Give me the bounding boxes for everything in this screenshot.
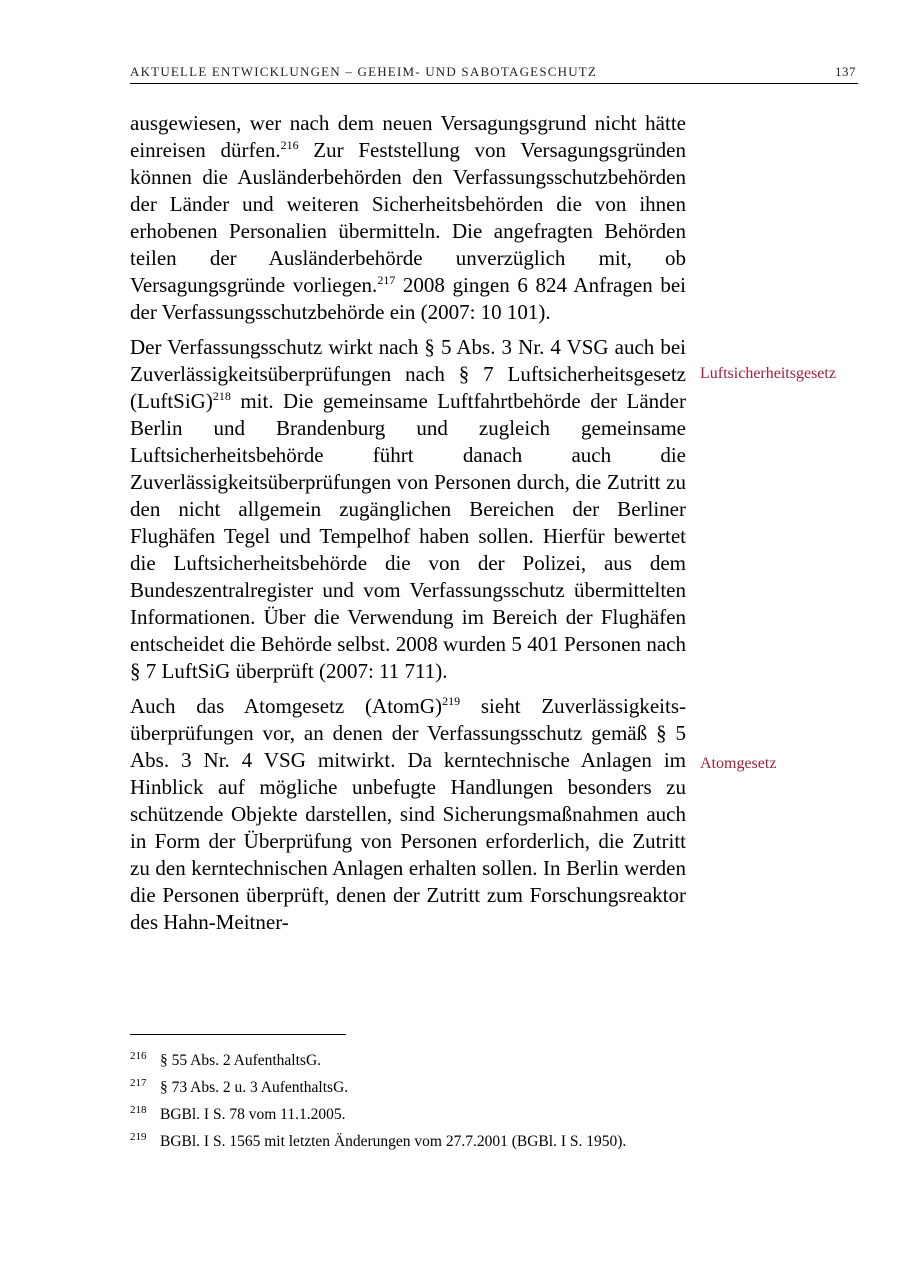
footnote-number: 219 [130,1131,147,1143]
footnote-number: 216 [130,1050,147,1062]
footnote-217 [130,1077,686,1098]
footnote-text: BGBl. I S. 78 vom 11.1.2005. [160,1106,346,1123]
paragraph-text: mit. Die gemeinsame Luftfahrtbehörde der Länder Berlin und Brandenburg und zugleich gemeinsame Luftsicherheitsbehörde führt danach auch die Zuverlässigkeitsüberprüfungen von Personen durch, die Zutritt zu den nicht allgemein zugänglichen Bereichen der Berliner Flughäfen Tegel und Tempelhof haben sollen. Hierfür bewertet die Luftsicherheitsbehörde die von der Polizei, aus dem Bundeszentralregister und vom Verfassungsschutz übermittelten Informationen. Über die Verwendung im Bereich der Flughäfen entscheidet die Behörde selbst. 2008 wurden 5 401 Personen nach § 7 LuftSiG überprüft (2007: 11 711). [130,389,686,683]
paragraph-3 [130,693,686,936]
footnote-number: 217 [130,1077,147,1089]
header-rule [130,83,858,84]
footnote-text: § 73 Abs. 2 u. 3 AufenthaltsG. [160,1079,349,1096]
paragraph-text: Zur Feststellung von Versagungsgründen können die Ausländerbehörden den Verfassungsschutzbehörden der Länder und weiteren Sicherheitsbehörden die von ihnen erhobenen Personalien übermitteln. Die angefragten Behörden teilen der Ausländerbehörde unverzüglich mit, ob Versagungsgründe vorliegen. [130,138,687,297]
paragraph-text: ausgewiesen, wer nach dem neuen Versagungsgrund nicht hätte einreisen dürfen. [130,111,686,162]
footnote-218 [130,1104,686,1125]
footnote-ref-219[interactable]: 219 [442,694,461,708]
footnote-216 [130,1050,686,1071]
footnote-ref-217[interactable]: 217 [377,273,396,287]
running-header-title: AKTUELLE ENTWICKLUNGEN – GEHEIM- UND SABOTAGESCHUTZ [130,64,598,79]
paragraph-2 [130,334,686,685]
footnote-text: BGBl. I S. 1565 mit letzten Änderungen vom 27.7.2001 (BGBl. I S. 1950). [160,1133,627,1150]
paragraph-text: Der Verfassungsschutz wirkt nach § 5 Abs. 3 Nr. 4 VSG auch bei Zuverlässigkeitsüberprüfungen nach § 7 Luftsicherheitsgesetz (LuftSiG) [130,335,686,413]
footnote-text: § 55 Abs. 2 AufenthaltsG. [160,1052,322,1069]
margin-note-luftsicherheitsgesetz: Luftsicherheitsgesetz [700,365,836,382]
footnote-ref-218[interactable]: 218 [212,389,231,403]
footnote-number: 218 [130,1104,147,1116]
footnote-ref-216[interactable]: 216 [280,138,299,152]
paragraph-text: sieht Zuverlässigkeitsüberprüfungen vor, an denen der Verfassungsschutz gemäß § 5 Abs. 3 Nr. 4 VSG mitwirkt. Da kerntechnische Anlagen im Hinblick auf mögliche unbefugte Handlungen besonders zu schützende Objekte darstellen, sind Sicherungsmaßnahmen auch in Form der Überprüfung von Personen erforderlich, die Zutritt zu den kerntechnischen Anlagen erhalten sollen. In Berlin werden die Personen überprüft, denen der Zutritt zum Forschungsreaktor des Hahn-Meitner- [130,694,686,934]
paragraph-text: 2008 gingen 6 824 Anfragen bei der Verfassungsschutzbehörde ein (2007: 10 101). [130,273,686,324]
main-text [130,110,686,944]
page-number: 137 [835,64,856,79]
margin-note-atomgesetz: Atomgesetz [700,755,777,772]
footnotes [130,1050,686,1158]
paragraph-1 [130,110,686,326]
paragraph-text: Auch das Atomgesetz (AtomG) [130,694,443,718]
footnote-219 [130,1131,686,1152]
footnote-rule [130,1034,346,1035]
